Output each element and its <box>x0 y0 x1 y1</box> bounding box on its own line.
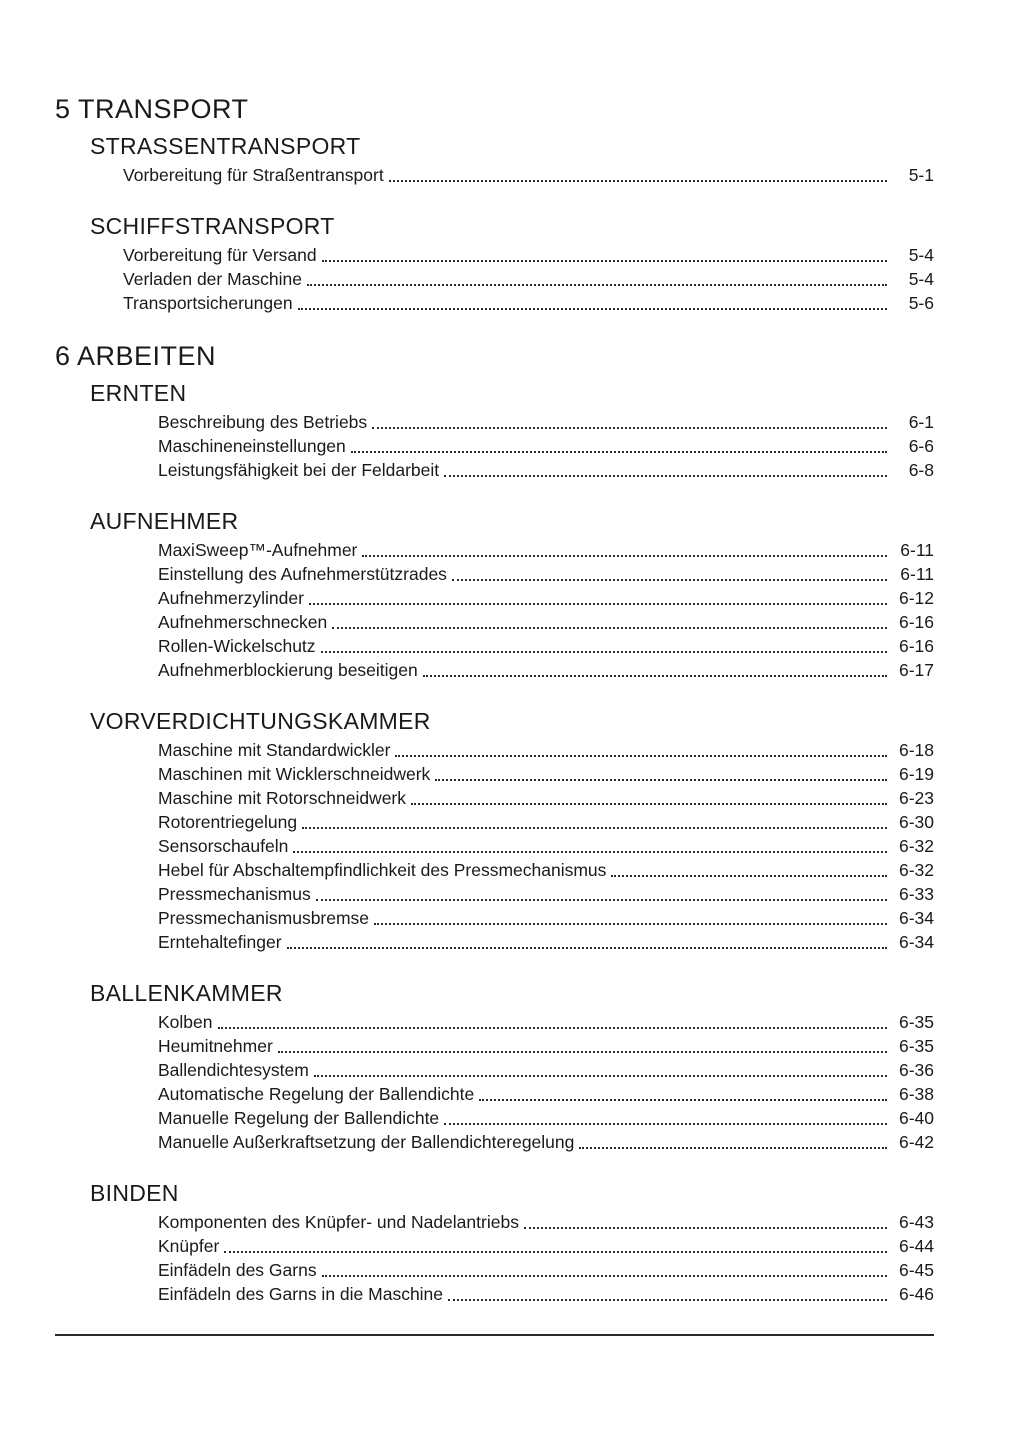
toc-section <box>55 382 934 482</box>
toc-entry-label: Heumitnehmer <box>158 1036 273 1056</box>
section-title: SCHIFFSTRANSPORT <box>90 213 335 239</box>
toc-entry <box>158 562 934 586</box>
toc-entry-page: 6-42 <box>898 1132 934 1152</box>
toc-entry-label: Maschineneinstellungen <box>158 436 346 456</box>
toc-entry <box>158 434 934 458</box>
toc-entry-page: 6-35 <box>898 1036 934 1056</box>
dot-leader <box>302 827 887 829</box>
table-of-contents <box>55 96 934 1306</box>
dot-leader <box>579 1147 887 1149</box>
toc-entry <box>123 291 934 315</box>
toc-entry <box>158 906 934 930</box>
dot-leader <box>309 603 887 605</box>
toc-entry <box>158 1010 934 1034</box>
toc-entry-label: Verladen der Maschine <box>123 269 302 289</box>
toc-entry <box>158 634 934 658</box>
toc-entry-page: 6-34 <box>898 932 934 952</box>
toc-entry-label: Beschreibung des Betriebs <box>158 412 368 432</box>
chapter <box>55 96 934 315</box>
toc-entry <box>158 834 934 858</box>
toc-entry-page: 6-45 <box>898 1260 934 1280</box>
dot-leader <box>224 1251 887 1253</box>
toc-entry-label: Maschine mit Rotorschneidwerk <box>158 788 407 808</box>
toc-entry-label: Rollen-Wickelschutz <box>158 636 316 656</box>
chapter-title: 5 TRANSPORT <box>55 94 249 124</box>
dot-leader <box>444 475 887 477</box>
toc-entry <box>158 1130 934 1154</box>
toc-entry-label: Leistungsfähigkeit bei der Feldarbeit <box>158 460 440 480</box>
toc-entry-page: 6-1 <box>908 412 934 432</box>
toc-entry-page: 6-34 <box>898 908 934 928</box>
dot-leader <box>448 1299 887 1301</box>
toc-entry-label: Hebel für Abschaltempfindlichkeit des Pressmechanismus <box>158 860 607 880</box>
toc-entry <box>158 786 934 810</box>
toc-entry-label: Maschine mit Standardwickler <box>158 740 391 760</box>
toc-entry-label: Vorbereitung für Straßentransport <box>123 165 384 185</box>
toc-section <box>55 510 934 682</box>
toc-entry-page: 6-19 <box>898 764 934 784</box>
toc-entry-label: Komponenten des Knüpfer- und Nadelantriebs <box>158 1212 519 1232</box>
toc-entry-page: 6-32 <box>898 836 934 856</box>
section-title: AUFNEHMER <box>90 508 239 534</box>
toc-entry-page: 6-11 <box>900 540 934 560</box>
toc-entry-label: Pressmechanismus <box>158 884 311 904</box>
toc-entry <box>158 1210 934 1234</box>
footer-divider <box>55 1334 934 1336</box>
toc-entry-page: 6-8 <box>908 460 934 480</box>
dot-leader <box>314 1075 887 1077</box>
toc-entry-label: Pressmechanismusbremse <box>158 908 370 928</box>
toc-entry <box>158 458 934 482</box>
dot-leader <box>287 947 887 949</box>
section-title: BALLENKAMMER <box>90 980 283 1006</box>
toc-entry-label: MaxiSweep™-Aufnehmer <box>158 540 358 560</box>
toc-entry-page: 6-44 <box>898 1236 934 1256</box>
toc-entry-page: 6-17 <box>898 660 934 680</box>
toc-entry-page: 6-40 <box>898 1108 934 1128</box>
toc-entry-label: Aufnehmerzylinder <box>158 588 304 608</box>
dot-leader <box>322 260 887 262</box>
dot-leader <box>321 651 887 653</box>
toc-entry-label: Manuelle Außerkraftsetzung der Ballendichteregelung <box>158 1132 575 1152</box>
toc-entry-page: 6-43 <box>898 1212 934 1232</box>
toc-entry-page: 6-35 <box>898 1012 934 1032</box>
toc-entry-page: 6-12 <box>898 588 934 608</box>
toc-entry-page: 6-30 <box>898 812 934 832</box>
toc-entry-label: Erntehaltefinger <box>158 932 282 952</box>
toc-entry-label: Automatische Regelung der Ballendichte <box>158 1084 475 1104</box>
toc-entry <box>158 930 934 954</box>
toc-entry <box>158 586 934 610</box>
toc-entry-page: 6-32 <box>898 860 934 880</box>
toc-entry-page: 6-33 <box>898 884 934 904</box>
section-title: STRASSENTRANSPORT <box>90 133 361 159</box>
dot-leader <box>423 675 887 677</box>
toc-entry <box>158 858 934 882</box>
section-title: ERNTEN <box>90 380 187 406</box>
dot-leader <box>452 579 887 581</box>
toc-entry <box>123 163 934 187</box>
toc-entry-label: Sensorschaufeln <box>158 836 289 856</box>
toc-entry-label: Aufnehmerblockierung beseitigen <box>158 660 418 680</box>
toc-entry-page: 6-11 <box>900 564 934 584</box>
toc-entry <box>123 267 934 291</box>
toc-entry-page: 6-38 <box>898 1084 934 1104</box>
dot-leader <box>293 851 887 853</box>
toc-entry <box>158 1282 934 1306</box>
toc-section <box>55 710 934 954</box>
toc-entry-label: Einfädeln des Garns in die Maschine <box>158 1284 444 1304</box>
toc-entry-page: 6-16 <box>898 612 934 632</box>
toc-entry <box>158 410 934 434</box>
dot-leader <box>351 451 887 453</box>
toc-entry <box>158 610 934 634</box>
chapter-title: 6 ARBEITEN <box>55 341 217 371</box>
toc-entry-label: Aufnehmerschnecken <box>158 612 328 632</box>
toc-entry-page: 6-46 <box>898 1284 934 1304</box>
toc-entry-page: 6-18 <box>898 740 934 760</box>
toc-entry <box>158 738 934 762</box>
dot-leader <box>298 308 887 310</box>
toc-entry <box>158 1034 934 1058</box>
dot-leader <box>435 779 887 781</box>
dot-leader <box>479 1099 887 1101</box>
toc-entry <box>158 1258 934 1282</box>
dot-leader <box>611 875 887 877</box>
dot-leader <box>278 1051 887 1053</box>
toc-section <box>55 1182 934 1306</box>
toc-entry <box>158 1106 934 1130</box>
toc-entry-label: Einfädeln des Garns <box>158 1260 317 1280</box>
toc-entry-label: Einstellung des Aufnehmerstützrades <box>158 564 447 584</box>
toc-entry-label: Rotorentriegelung <box>158 812 298 832</box>
section-title: VORVERDICHTUNGSKAMMER <box>90 708 431 734</box>
toc-entry <box>158 810 934 834</box>
dot-leader <box>524 1227 887 1229</box>
toc-entry <box>158 658 934 682</box>
toc-entry-page: 5-4 <box>908 269 934 289</box>
toc-entry <box>123 243 934 267</box>
dot-leader <box>389 180 887 182</box>
dot-leader <box>307 284 887 286</box>
toc-entry-label: Vorbereitung für Versand <box>123 245 317 265</box>
toc-entry-label: Kolben <box>158 1012 213 1032</box>
toc-entry-label: Transportsicherungen <box>123 293 293 313</box>
toc-entry <box>158 1234 934 1258</box>
toc-entry <box>158 762 934 786</box>
toc-entry-label: Manuelle Regelung der Ballendichte <box>158 1108 440 1128</box>
toc-entry-page: 6-36 <box>898 1060 934 1080</box>
dot-leader <box>372 427 887 429</box>
toc-entry-page: 5-6 <box>908 293 934 313</box>
toc-entry-label: Maschinen mit Wicklerschneidwerk <box>158 764 431 784</box>
dot-leader <box>411 803 887 805</box>
toc-entry <box>158 1082 934 1106</box>
toc-entry-page: 6-23 <box>898 788 934 808</box>
dot-leader <box>218 1027 888 1029</box>
dot-leader <box>374 923 887 925</box>
dot-leader <box>332 627 887 629</box>
chapter <box>55 343 934 1306</box>
toc-entry-page: 6-6 <box>908 436 934 456</box>
toc-section <box>55 215 934 315</box>
dot-leader <box>362 555 887 557</box>
dot-leader <box>322 1275 887 1277</box>
section-title: BINDEN <box>90 1180 179 1206</box>
dot-leader <box>316 899 887 901</box>
toc-entry-label: Ballendichtesystem <box>158 1060 309 1080</box>
dot-leader <box>395 755 887 757</box>
toc-section <box>55 982 934 1154</box>
toc-entry <box>158 1058 934 1082</box>
toc-entry <box>158 538 934 562</box>
toc-entry-page: 5-4 <box>908 245 934 265</box>
dot-leader <box>444 1123 887 1125</box>
toc-section <box>55 135 934 187</box>
toc-entry-label: Knüpfer <box>158 1236 220 1256</box>
toc-entry-page: 6-16 <box>898 636 934 656</box>
toc-entry-page: 5-1 <box>908 165 934 185</box>
toc-entry <box>158 882 934 906</box>
